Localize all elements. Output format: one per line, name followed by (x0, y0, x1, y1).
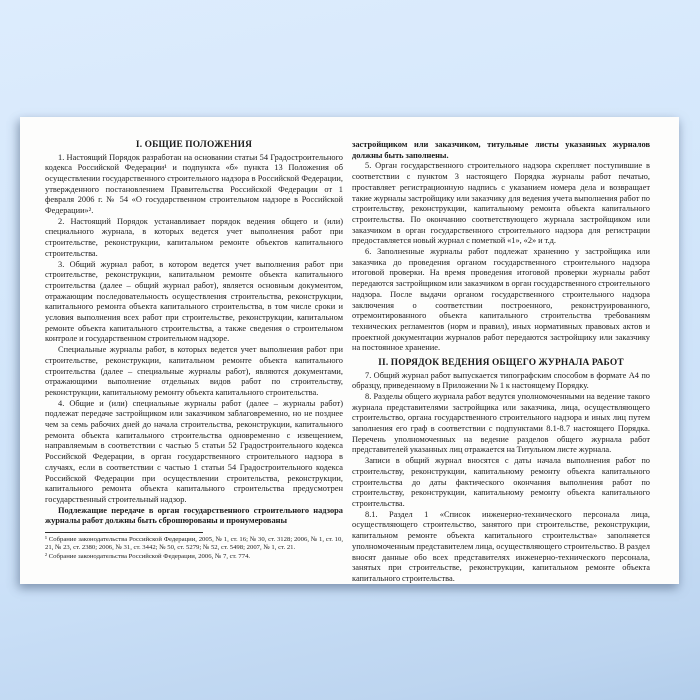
paragraph: Подлежащие передаче в орган государственного строительного надзора журналы работ должны быть сброшюрованы и пронумерованы (45, 505, 343, 526)
paragraph: 3. Общий журнал работ, в котором ведется учет выполнения работ при строительстве, реконструкции, капитальном ремонте объекта капитального строительства (далее – общий журнал работ), является основным документом, отражающим последовательность осуществления строительства, реконструкции, капитального ремонта объекта капитального строительства, в том числе сроки и условия выполнения всех работ при строительстве, реконструкции, капитальном ремонте объекта капитального строительства, а также сведения о строительном контроле и государственном строительном надзоре. (45, 259, 343, 344)
paragraph: 4. Общие и (или) специальные журналы работ (далее – журналы работ) подлежат передаче застройщиком или заказчиком заблаговременно, но не позднее чем за семь рабочих дней до начала строительства, реконструкции, капитального ремонта объекта капитального строительства одновременно с извещением, направляемым в соответствии с частью 5 статьи 52 Градостроительного кодекса Российской Федерации, в орган государственного строительного надзора в случаях, если в соответствии с частью 1 статьи 54 Градостроительного кодекса Российской Федерации при осуществлении строительства, реконструкции, капитального ремонта объекта капитального строительства предусмотрен государственный строительный надзор. (45, 398, 343, 504)
left-column (45, 140, 343, 578)
paragraph: 5. Орган государственного строительного надзора скрепляет поступившие в соответствии с пунктом 3 настоящего Порядка журналы работ печатью, проставляет регистрационную надпись с указанием номера дела и возвращает такие журналы застройщику или заказчику для ведения учета выполнения работ по строительству, реконструкции, капитальному ремонта объекта капитального строительства. По окончанию соответствующего журнала застройщиком или заказчиком в орган государственного строительного надзора для регистрации предоставляется новый журнал с пометкой «1», «2» и т.д. (352, 161, 650, 246)
right-column (352, 140, 650, 583)
paragraph: 6. Заполненные журналы работ подлежат хранению у застройщика или заказчика до проведения органом государственного строительного надзора итоговой проверки. На время проведения итоговой проверки журналы работ передаются застройщиком или заказчиком в орган государственного строительного надзора. После выдачи органом государственного строительного надзора заключения о соответствии построенного, реконструированного, отремонтированного объекта капитального строительства требованиям технических регламентов (норм и правил), иных нормативных правовых актов и проектной документации журналов работ передаются застройщику или заказчику на постоянное хранение. (352, 247, 650, 353)
paragraph: 8.1. Раздел 1 «Список инженерно-технического персонала лица, осуществляющего строительство, занятого при строительстве, реконструкции, капитальном ремонте объекта капитального строительства» заполняется уполномоченным представителем лица, осуществляющего строительство. В раздел вносят данные обо всех представителях инженерно-технического персонала, занятых при строительстве, реконструкции, капитальном ремонте объекта капитального строительства. (352, 509, 650, 583)
footnote: ² Собрание законодательства Российской Федерации, 2006, № 7, ст. 774. (45, 552, 251, 560)
footnote-separator (45, 532, 203, 533)
section-heading: I. ОБЩИЕ ПОЛОЖЕНИЯ (135, 140, 253, 150)
paragraph: 7. Общий журнал работ выпускается типографским способом в формате А4 по образцу, приведенному в Приложении № 1 к настоящему Порядку. (352, 370, 650, 391)
paragraph: 1. Настоящий Порядок разработан на основании статьи 54 Градостроительного кодекса Российской Федерации¹ и подпункта «б» пункта 13 Положения об осуществлении государственного строительного надзора в Российской Федерации, утвержденного постановлением Правительства Российской Федерации от 1 февраля 2006 г. № 54 «О государственном строительном надзоре в Российской Федерации»². (45, 152, 343, 216)
document-page (20, 117, 679, 584)
paragraph: 8. Разделы общего журнала работ ведутся уполномоченными на ведение такого журнала представителями застройщика или заказчика, лица, осуществляющего строительство, органа государственного строительного надзора и иных лиц путем заполнения его граф в соответствии с подпунктами 8.1-8.7 настоящего Порядка. Перечень уполномоченных на ведение разделов общего журнала работ представителей указанных лиц отражается на Титульном листе журнала. (352, 391, 650, 455)
paragraph: Записи в общий журнал вносятся с даты начала выполнения работ по строительству, реконструкции, капитальному ремонту объекта капитального строительства до даты фактического окончания выполнения работ по строительству, реконструкции, капитальному ремонту объекта капитального строительства. (352, 456, 650, 508)
section-heading: II. ПОРЯДОК ВЕДЕНИЯ ОБЩЕГО ЖУРНАЛА РАБОТ (378, 358, 624, 369)
paragraph: Специальные журналы работ, в которых ведется учет выполнения работ при строительстве, реконструкции, капитальном ремонте объекта капитального строительства (далее – специальные журналы работ), являются документами, отражающими выполнение отдельных видов работ по строительству, реконструкции, капитальному ремонту объекта капитального строительства. (45, 345, 343, 397)
paragraph: 2. Настоящий Порядок устанавливает порядок ведения общего и (или) специального журнала, в которых ведется учет выполнения работ при строительстве, реконструкции, капитальном ремонте объектов капитального строительства. (45, 216, 343, 258)
footnote: ¹ Собрание законодательства Российской Федерации, 2005, № 1, ст. 16; № 30, ст. 3128; 2006, № 1, ст. 10, 21, № 23, ст. 2380; 2006, № 31, ст. 3442; № 50, ст. 5279; № 52, ст. 5498; 2007, № 1, ст. 21. (45, 536, 343, 552)
paragraph: застройщиком или заказчиком, титульные листы указанных журналов должны быть заполнены. (352, 140, 650, 160)
